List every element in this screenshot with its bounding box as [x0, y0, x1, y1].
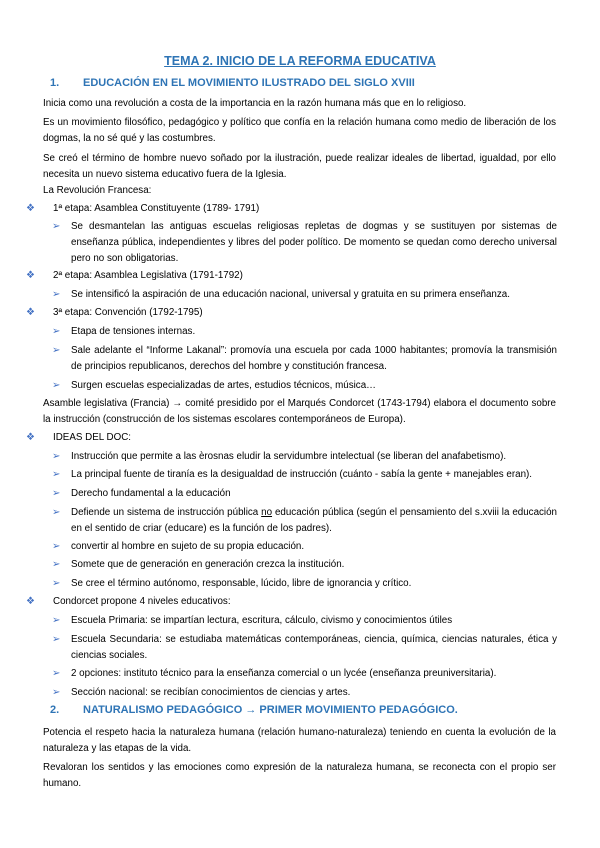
sub-bullet [52, 576, 557, 592]
bullet-label: 3ª etapa: Convención (1792-1795) [53, 307, 203, 318]
arrow-bullet-icon: ➢ [52, 380, 61, 391]
sub-bullet-text: Escuela Primaria: se impartían lectura, escritura, cálculo, civismo y conocimientos útiles [71, 615, 453, 626]
bullet-etapa-3 [26, 305, 203, 321]
sub-bullet-text: Etapa de tensiones internas. [71, 326, 196, 337]
text-run: Defiende un sistema de instrucción pública [71, 507, 262, 518]
bullet-etapa-1 [26, 201, 259, 217]
sub-bullet [52, 666, 557, 682]
section-number: 1. [50, 77, 60, 89]
arrow-bullet-icon: ➢ [52, 507, 61, 518]
arrow-bullet-icon: ➢ [52, 687, 61, 698]
paragraph: Es un movimiento filosófico, pedagógico y político que confía en la relación humana como medio de liberación de los dogmas, la no sé qué y las costumbres. [43, 117, 556, 144]
paragraph: Potencia el respeto hacia la naturaleza humana (relación humano-naturaleza) teniendo en cuenta la evolución de la naturaleza y las etapas de la vida. [43, 727, 556, 754]
arrow-bullet-icon: ➢ [52, 668, 61, 679]
arrow-bullet-icon: ➢ [52, 345, 61, 356]
arrow-bullet-icon: ➢ [52, 289, 61, 300]
sub-bullet-text: Sección nacional: se recibían conocimientos de ciencias y artes. [71, 687, 351, 698]
diamond-bullet-icon: ❖ [26, 432, 35, 443]
sub-bullet-text: La principal fuente de tiranía es la desigualdad de instrucción (cuánto - sabía la gente + manejables eran). [71, 469, 533, 480]
bullet-ideas [26, 430, 131, 446]
arrow-bullet-icon: ➢ [52, 541, 61, 552]
sub-bullet [52, 539, 557, 555]
bullet-label: 1ª etapa: Asamblea Constituyente (1789- 1791) [53, 203, 260, 214]
arrow-bullet-icon: ➢ [52, 488, 61, 499]
sub-bullet-text: Se intensificó la aspiración de una educación nacional, universal y gratuita en su primera enseñanza. [71, 289, 510, 300]
sub-bullet-text: Escuela Secundaria: se estudiaba matemáticas contemporáneas, ciencia, química, ciencias naturales, ética y ciencias sociales. [71, 634, 557, 661]
arrow-bullet-icon: ➢ [52, 469, 61, 480]
paragraph: Revaloran los sentidos y las emociones como expresión de la naturaleza humana, se reconecta con el propio ser humano. [43, 762, 556, 789]
sub-bullet [52, 486, 557, 502]
section-1-heading [50, 77, 415, 89]
sub-bullet-text: Somete que de generación en generación crezca la institución. [71, 559, 345, 570]
section-title: NATURALISMO PEDAGÓGICO → PRIMER MOVIMIENTO PEDAGÓGICO. [83, 704, 458, 716]
sub-bullet [52, 378, 557, 394]
sub-bullet-text: Se cree el término autónomo, responsable, lúcido, libre de ignorancia y crítico. [71, 578, 412, 589]
sub-bullet-text: Sale adelante el “Informe Lakanal”: promovía una escuela por cada 1000 habitantes; promovía la transmisión de principios republicanos, derechos del hombre y constitución francesa. [71, 345, 557, 372]
arrow-bullet-icon: ➢ [52, 326, 61, 337]
sub-bullet-text: Se desmantelan las antiguas escuelas religiosas repletas de dogmas y se sustituyen por sistemas de enseñanza pública, independientes y libres del poder político. De momento se quedan como derecho universal pero no son obligatorias. [71, 221, 557, 264]
sub-bullet-text: Instrucción que permite a las ѐrosnas eludir la servidumbre intelectual (se liberan del anafabetismo). [71, 451, 507, 462]
bullet-label: IDEAS DEL DOC: [53, 432, 132, 443]
sub-bullet [52, 467, 557, 483]
section-2-heading [50, 704, 458, 716]
arrow-bullet-icon: ➢ [52, 559, 61, 570]
sub-bullet-text: 2 opciones: instituto técnico para la enseñanza comercial o un lycée (enseñanza preuniversitaria). [71, 668, 497, 679]
underlined-word: no [261, 507, 273, 518]
paragraph: Se creó el término de hombre nuevo soñado por la ilustración, puede realizar ideales de libertad, igualdad, por ello necesita un nuevo sistema educativo fuera de la Iglesia. [43, 153, 556, 180]
arrow-bullet-icon: ➢ [52, 615, 61, 626]
sub-bullet [52, 557, 557, 573]
paragraph: Asamble legislativa (Francia) → comité presidido por el Marqués Condorcet (1743-1794) elabora el documento sobre la instrucción (construcción de los sistemas escolares contemporáneos de Europa). [43, 398, 556, 425]
section-number: 2. [50, 704, 60, 716]
bullet-niveles [26, 594, 231, 610]
diamond-bullet-icon: ❖ [26, 270, 35, 281]
sub-bullet-text: Surgen escuelas especializadas de artes, estudios técnicos, música… [71, 380, 376, 391]
sub-bullet [52, 632, 557, 664]
sub-bullet [52, 219, 557, 267]
sub-bullet-text: convertir al hombre en sujeto de su propia educación. [71, 541, 305, 552]
arrow-bullet-icon: ➢ [52, 451, 61, 462]
document-title: TEMA 2. INICIO DE LA REFORMA EDUCATIVA [164, 54, 436, 68]
sub-bullet-text: Derecho fundamental a la educación [71, 488, 231, 499]
arrow-bullet-icon: ➢ [52, 578, 61, 589]
paragraph: La Revolución Francesa: [43, 185, 152, 196]
diamond-bullet-icon: ❖ [26, 307, 35, 318]
sub-bullet [52, 324, 557, 340]
sub-bullet-text [71, 505, 557, 537]
bullet-etapa-2 [26, 268, 243, 284]
bullet-label: 2ª etapa: Asamblea Legislativa (1791-1792) [53, 270, 243, 281]
text-run: educación pública (según el pensamiento del s.xviii la educación en el sentido de criar (educare) es la función de los padres). [71, 507, 557, 534]
sub-bullet [52, 613, 557, 629]
sub-bullet [52, 505, 557, 537]
paragraph: Inicia como una revolución a costa de la importancia en la razón humana más que en lo religioso. [43, 98, 467, 109]
sub-bullet [52, 343, 557, 375]
section-title: EDUCACIÓN EN EL MOVIMIENTO ILUSTRADO DEL SIGLO XVIII [83, 77, 415, 89]
bullet-label: Condorcet propone 4 niveles educativos: [53, 596, 231, 607]
arrow-bullet-icon: ➢ [52, 221, 61, 232]
sub-bullet [52, 287, 557, 303]
diamond-bullet-icon: ❖ [26, 596, 35, 607]
sub-bullet [52, 685, 557, 701]
sub-bullet [52, 449, 557, 465]
arrow-bullet-icon: ➢ [52, 634, 61, 645]
diamond-bullet-icon: ❖ [26, 203, 35, 214]
